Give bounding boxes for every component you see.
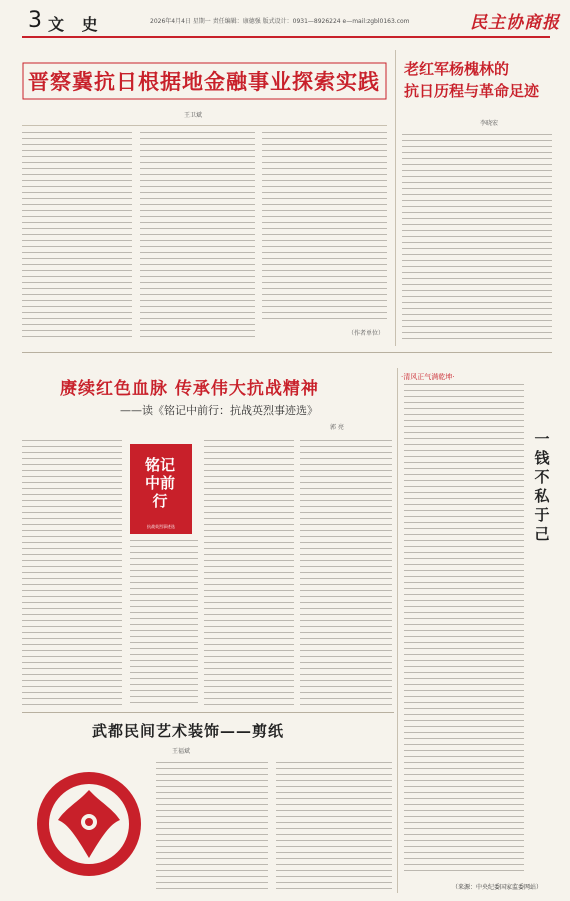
article2-title-line2: 抗日历程与革命足迹	[404, 82, 540, 100]
article1-title: 晋察冀抗日根据地金融事业探索实践	[28, 69, 380, 94]
article3-author: 郭 亮	[330, 424, 344, 431]
book-cover-title: 铭记中前行	[144, 456, 175, 510]
article5-body-col2	[276, 762, 392, 890]
article2-title	[404, 58, 554, 102]
article1-body-col2	[140, 132, 255, 342]
article4-title: 一钱不私于己	[534, 430, 550, 543]
header-rule	[22, 36, 550, 38]
column-rule-right	[397, 368, 398, 893]
article4-body	[404, 384, 524, 874]
article3-title: 赓续红色血脉 传承伟大抗战精神	[60, 379, 319, 399]
article5-title: 武都民间艺术装饰——剪纸	[92, 722, 285, 740]
article3-body-col3	[300, 440, 392, 708]
article2-title-line1: 老红军杨槐林的	[404, 60, 510, 78]
article3-body-col1b	[130, 540, 198, 708]
book-cover-subtitle: 抗战英烈事迹选	[147, 524, 175, 529]
article1-divider	[22, 125, 387, 126]
newspaper-brand: 民主协商报	[470, 13, 560, 33]
article5-author: 王福斌	[172, 748, 191, 755]
article4-source-note: （来源：中央纪委国家监委网站）	[452, 884, 543, 891]
article3-body-col1	[22, 440, 122, 708]
column-rule	[395, 50, 396, 346]
papercut-image	[30, 762, 148, 892]
page-number: 3	[28, 8, 42, 33]
article2-author: 李晓宏	[480, 120, 499, 127]
article1-body-col1	[22, 132, 132, 342]
section-divider-1	[22, 352, 552, 353]
header-info: 2026年4月4日 星期一 责任编辑：康德强 版式设计：0931—8926224 e—mail:zgbl0163.com	[150, 18, 410, 25]
article4-column-header: ·清风正气满乾坤·	[401, 373, 455, 381]
section-title: 文 史	[48, 15, 104, 34]
page-header	[0, 0, 570, 44]
article3-body-col2	[204, 440, 294, 708]
article2-body	[402, 134, 552, 344]
article3-subtitle: ——读《铭记中前行：抗战英烈事迹选》	[120, 404, 318, 417]
article1-end-note: （作者单位）	[348, 330, 385, 337]
section-divider-2	[22, 712, 394, 713]
article1-author: 王卫斌	[184, 112, 203, 119]
article5-body-col1	[156, 762, 268, 890]
article1-body-col3	[262, 132, 387, 322]
